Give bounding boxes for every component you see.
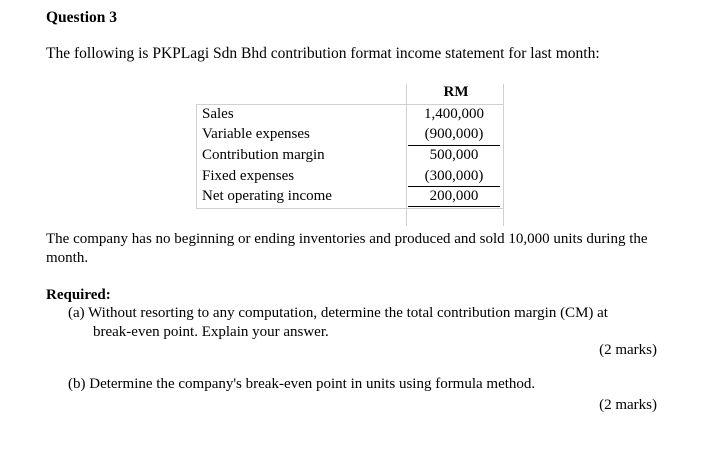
row-value-fixed-expenses: (300,000)	[424, 168, 484, 184]
row-label-sales: Sales	[202, 106, 234, 122]
company-description: The company has no beginning or ending inventories and produced and sold 10,000 units during the month.	[46, 231, 648, 266]
part-a-question	[68, 304, 668, 342]
currency-header: RM	[443, 84, 469, 100]
row-label-contribution-margin: Contribution margin	[202, 147, 325, 163]
income-statement-table	[196, 84, 504, 226]
row-label-fixed-expenses: Fixed expenses	[202, 168, 295, 184]
grid-line	[196, 104, 504, 105]
row-value-contribution-margin: 500,000	[429, 147, 479, 163]
grid-line	[196, 104, 197, 208]
row-value-sales: 1,400,000	[424, 106, 484, 122]
subtotal-underline	[408, 186, 500, 187]
row-label-net-operating-income: Net operating income	[202, 188, 332, 204]
question-intro: The following is PKPLagi Sdn Bhd contribution format income statement for last month:	[46, 45, 600, 62]
row-value-net-operating-income: 200,000	[429, 188, 479, 204]
question-title: Question 3	[46, 9, 118, 26]
row-label-variable-expenses: Variable expenses	[202, 126, 310, 142]
row-value-variable-expenses: (900,000)	[424, 126, 484, 142]
subtotal-underline	[408, 145, 500, 146]
total-underline	[408, 206, 500, 207]
grid-line	[196, 208, 504, 209]
grid-line	[503, 84, 504, 226]
part-b-marks: (2 marks)	[599, 397, 657, 413]
grid-line	[406, 84, 407, 226]
part-a-marks: (2 marks)	[599, 342, 657, 358]
part-a-line-1: (a) Without resorting to any computation, determine the total contribution margin (CM) at	[68, 305, 608, 321]
part-a-line-2: break-even point. Explain your answer.	[93, 324, 329, 340]
required-heading: Required:	[46, 287, 111, 303]
part-b-question: (b) Determine the company's break-even point in units using formula method.	[68, 376, 536, 392]
